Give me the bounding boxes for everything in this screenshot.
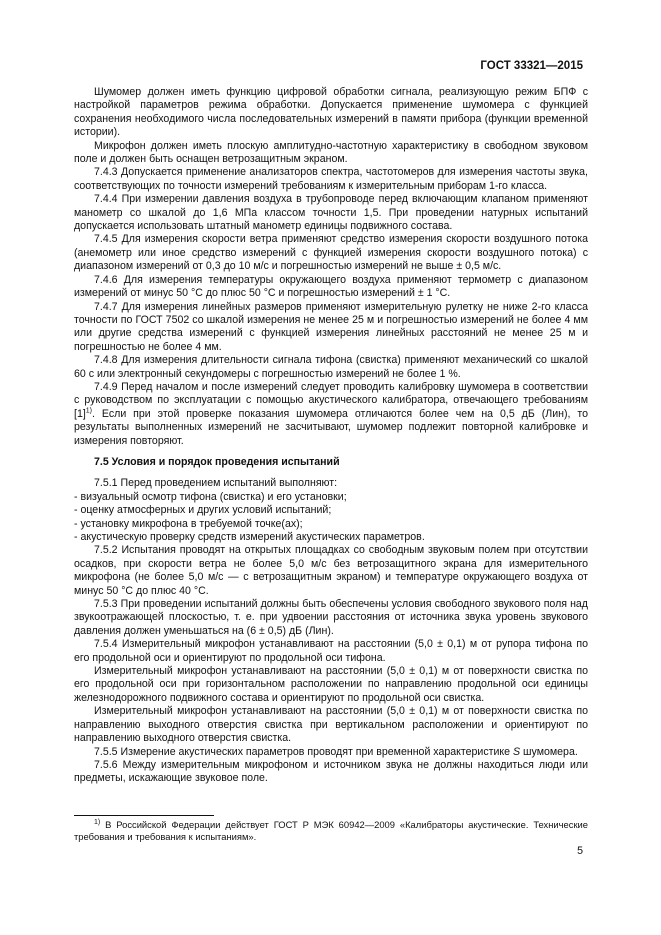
footnote-divider (74, 815, 214, 816)
paragraph: 7.4.4 При измерении давления воздуха в трубопроводе перед включающим клапаном применяют манометр со шкалой до 1,6 МПа классом точности 1,5. При проведении натурных испытаний допускается использовать штатный манометр единицы подвижного состава. (74, 193, 588, 233)
paragraph: 7.4.7 Для измерения линейных размеров применяют измерительную рулетку не ниже 2-го класса точности по ГОСТ 7502 со шкалой измерения не менее 25 м и погрешностью измерений не более 4 мм или другие средства измерений с функцией измерения линейных расстояний не менее 25 м и погрешностью не более 4 мм. (74, 300, 588, 353)
list-item: - акустическую проверку средств измерений акустических параметров. (74, 531, 425, 543)
footnote: $^{1)}$ В Российской Федерации действует ГОСТ Р МЭК 60942—2009 «Калибраторы акустические. Технические требования и требования к испытаниям». (74, 818, 588, 842)
paragraph: 7.4.3 Допускается применение анализаторов спектра, частотомеров для измерения частоты звука, соответствующих по точности измерений требованиям к измерительным приборам 1-го класса. (74, 166, 588, 192)
paragraph: 7.4.6 Для измерения температуры окружающего воздуха применяют термометр с диапазоном измерений от минус 50 °С до плюс 50 °С и погрешностью измерений ± 1 °С. (74, 273, 588, 300)
paragraph-7-5-5: 7.5.5 Измерение акустических параметров проводят при временной характеристике S шумомера. (94, 745, 578, 758)
list-item: - установку микрофона в требуемой точке(ах); (74, 517, 303, 530)
page-number: 5 (577, 845, 583, 857)
paragraph: Измерительный микрофон устанавливают на расстоянии (5,0 ± 0,1) м от поверхности свистка по его продольной оси при горизонтальном расположении по направлению продольной оси единицы железнодорожного подвижного состава и ориентируют по продольной оси свистка. (74, 665, 588, 704)
paragraph: 7.4.8 Для измерения длительности сигнала тифона (свистка) применяют механический со шкалой 60 с или электронный секундомеры с погрешностью измерений не более 1 %. (74, 354, 588, 380)
footnote-ref: 1) (85, 407, 93, 415)
section-heading: 7.5 Условия и порядок проведения испытаний (94, 455, 340, 468)
paragraph: 7.4.5 Для измерения скорости ветра применяют средство измерения скорости воздушного потока (анемометр или иное средство измерений с функцией измерения скорости воздушного потока) с диапазоном измерений от 0,3 до 10 м/с и погрешностью измерений не выше ± 0,5 м/с. (74, 233, 588, 273)
document-body (74, 86, 588, 786)
paragraph: 7.5.1 Перед проведением испытаний выполняют: (94, 477, 338, 490)
document-id-header: ГОСТ 33321—2015 (480, 60, 583, 72)
paragraph: 7.5.6 Между измерительным микрофоном и источником звука не должны находиться люди или предметы, искажающие звуковое поле. (74, 758, 588, 785)
paragraph: 7.5.4 Измерительный микрофон устанавливают на расстоянии (5,0 ± 0,1) м от рупора тифона по его продольной оси и ориентируют по продольной оси тифона. (74, 638, 588, 664)
paragraph: 7.5.2 Испытания проводят на открытых площадках со свободным звуковым полем при отсутствии осадков, при скорости ветра не более 5,0 м/с без ветрозащитного экрана для измерительного микрофона (не более 5,0 м/с — с ветрозащитным экраном) и температуре окружающего воздуха от минус 50 °С до плюс 40 °С. (74, 544, 588, 597)
paragraph: Микрофон должен иметь плоскую амплитудно-частотную характеристику в свободном звуковом поле и должен быть оснащен ветрозащитным экраном. (74, 139, 588, 166)
paragraph: 7.5.3 При проведении испытаний должны быть обеспечены условия свободного звукового поля над звукоотражающей плоскостью, т. е. при удвоении расстояния от источника звука уровень звукового давления должен уменьшаться на (6 ± 0,5) дБ (Лин). (74, 598, 588, 637)
paragraph: Шумомер должен иметь функцию цифровой обработки сигнала, реализующую режим БПФ с настройкой параметров режима обработки. Допускается применение шумомера с функцией сохранения необходимого числа последовательных измерений в памяти прибора (функции временной истории). (74, 86, 588, 139)
list-item: - визуальный осмотр тифона (свистка) и его установки; (74, 490, 347, 503)
paragraph: Измерительный микрофон устанавливают на расстоянии (5,0 ± 0,1) м от поверхности свистка по направлению выходного отверстия свистка при вертикальном расположении и ориентируют по направлению выходного отверстия свистка. (74, 705, 588, 745)
paragraph-7-4-9: 7.4.9 Перед началом и после измерений следует проводить калибровку шумомера в соответствии с руководством по эксплуатации с помощью акустического калибратора, отвечающего требованиям $[1]^{1)}$. Если при этой проверке показания шумомера отличаются более чем на 0,5 дБ (Лин), то результаты выполненных измерений не засчитывают, шумомер подлежит повторной калибровке и измерения повторяют. (74, 380, 588, 447)
list-item: - оценку атмосферных и других условий испытаний; (74, 504, 332, 517)
